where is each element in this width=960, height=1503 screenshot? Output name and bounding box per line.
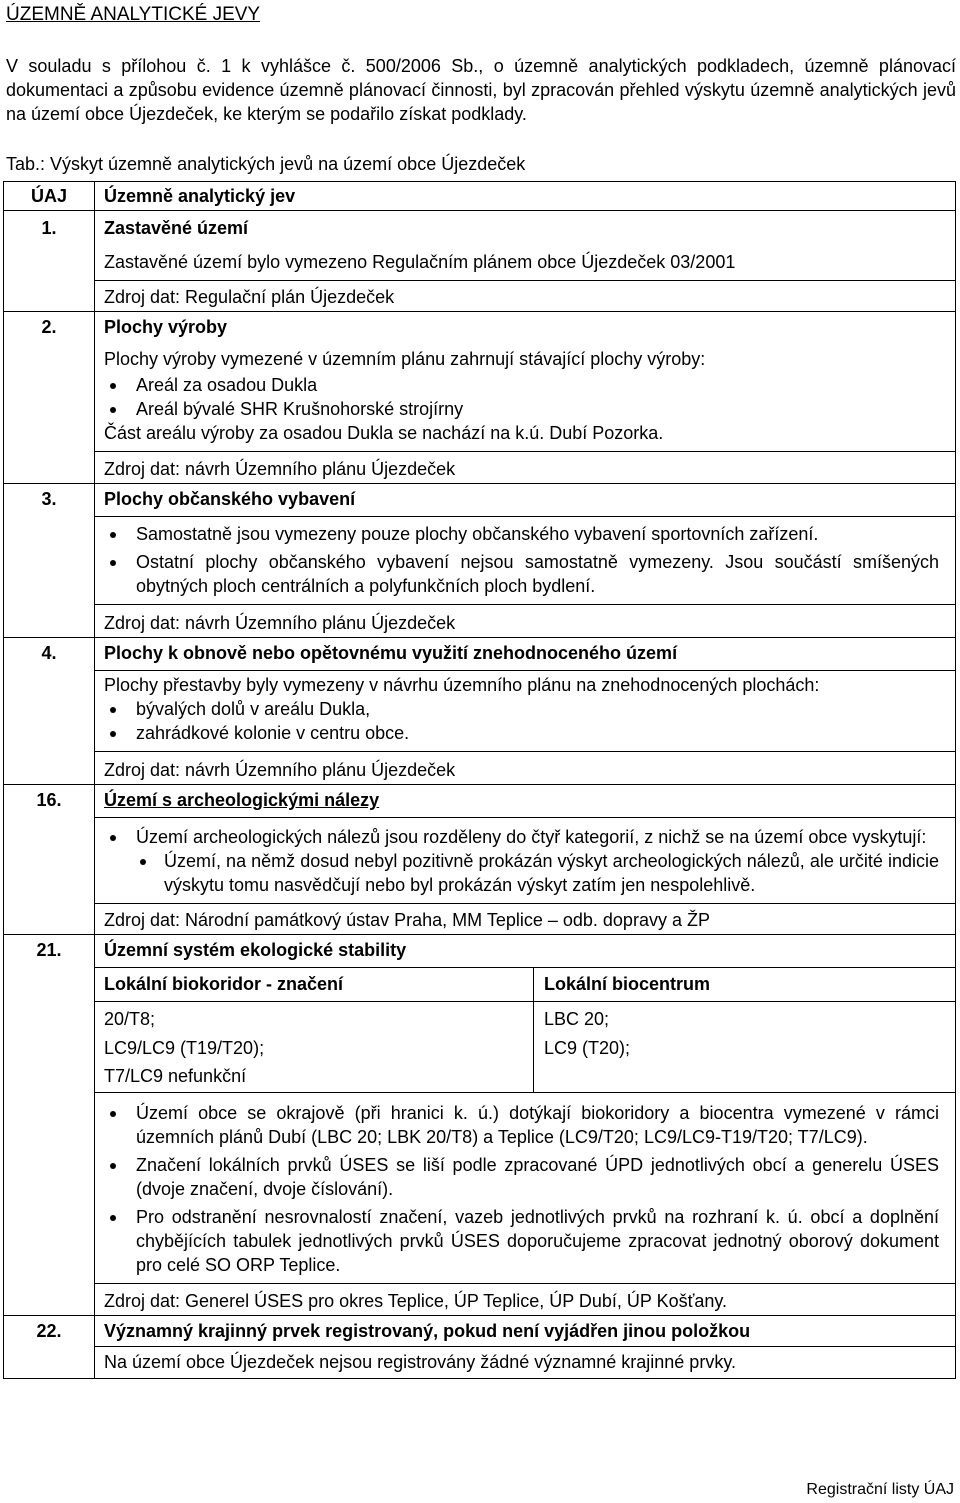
table-row [4, 638, 956, 785]
row-text: Na území obce Újezdeček nejsou registrovány žádné významné krajinné prvky. [104, 1352, 736, 1372]
data-source: Zdroj dat: návrh Územního plánu Újezdeček [95, 451, 955, 483]
biokoridor-item: LC9/LC9 (T19/T20); [104, 1038, 265, 1058]
list-item: Areál za osadou Dukla [104, 373, 939, 397]
list-item: Areál bývalé SHR Krušnohorské strojírny [104, 397, 939, 421]
bullet-list [104, 697, 939, 745]
row-content [95, 638, 956, 785]
row-number: 21. [4, 935, 95, 1316]
data-source: Zdroj dat: návrh Územního plánu Újezdeček [95, 751, 955, 784]
row-content [95, 312, 956, 484]
list-item: zahrádkové kolonie v centru obce. [104, 721, 939, 745]
row-content [95, 484, 956, 638]
biokoridor-header: Lokální biokoridor - značení [95, 968, 533, 1002]
bullet-list [104, 825, 939, 849]
biocentrum-item: LC9 (T20); [544, 1038, 631, 1058]
header-col-uaj: ÚAJ [4, 182, 95, 211]
data-source: Zdroj dat: návrh Územního plánu Újezdeček [95, 604, 955, 637]
table-header-row [4, 182, 956, 211]
table-caption: Tab.: Výskyt územně analytických jevů na území obce Újezdeček [6, 154, 526, 174]
row-title: Plochy výroby [104, 317, 228, 337]
row-title: Plochy občanského vybavení [95, 487, 955, 517]
row-text: Část areálu výroby za osadou Dukla se nachází na k.ú. Dubí Pozorka. [104, 423, 664, 443]
bullet-list [104, 373, 939, 421]
row-number: 3. [4, 484, 95, 638]
row-text: Plochy přestavby byly vymezeny v návrhu územního plánu na znehodnocených plochách: [104, 675, 820, 695]
row-content [95, 785, 956, 935]
row-title: Zastavěné území [104, 218, 249, 238]
row-content [95, 211, 956, 312]
table-row [4, 484, 956, 638]
intro-paragraph: V souladu s přílohou č. 1 k vyhlášce č. 500/2006 Sb., o územně analytických podkladech, územně plánovací dokumentaci a způsobu evidence územně plánovací činnosti, byl zpracován přehled výskytu územně analytických jevů na území obce Újezdeček, ke kterým se podařilo získat podklady. [6, 56, 956, 124]
biokoridor-column [95, 968, 534, 1092]
page-heading: ÚZEMNĚ ANALYTICKÉ JEVY [6, 4, 261, 25]
row-number: 1. [4, 211, 95, 312]
list-item: Území archeologických nálezů jsou rozděleny do čtyř kategorií, z nichž se na území obce vyskytují: [104, 825, 939, 849]
list-item: Ostatní plochy občanského vybavení nejsou samostatně vymezeny. Jsou součástí smíšených obytných ploch centrálních a polyfunkčních ploch bydlení. [104, 550, 939, 598]
biokoridor-item: T7/LC9 nefunkční [104, 1066, 247, 1086]
biocentrum-column [534, 968, 955, 1092]
header-col-jev: Územně analytický jev [95, 182, 956, 211]
page-footer: Registrační listy ÚAJ [806, 1481, 954, 1498]
list-item: Území obce se okrajově (při hranici k. ú.) dotýkají biokoridory a biocentra vymezené v rámci územních plánů Dubí (LBC 20; LBK 20/T8) a Teplice (LC9/T20; LC9/LC9-T19/T20; T7/LC9). [104, 1101, 939, 1149]
row-number: 4. [4, 638, 95, 785]
list-item: Území, na němž dosud nebyl pozitivně prokázán výskyt archeologických nálezů, ale určité indicie výskytu tomu nasvědčují nebo byl prokázán výskyt zatím jen nespolehlivě. [134, 849, 939, 897]
biokoridor-item: 20/T8; [104, 1009, 156, 1029]
row-title: Území s archeologickými nálezy [95, 788, 955, 818]
data-source: Zdroj dat: Národní památkový ústav Praha, MM Teplice – odb. dopravy a ŽP [95, 903, 955, 934]
table-row [4, 935, 956, 1316]
row-title: Významný krajinný prvek registrovaný, pokud není vyjádřen jinou položkou [95, 1319, 955, 1347]
row-title: Plochy k obnově nebo opětovnému využití znehodnoceného území [95, 641, 955, 671]
row-number: 22. [4, 1316, 95, 1379]
row-number: 2. [4, 312, 95, 484]
uaj-table [3, 181, 956, 1379]
data-source: Zdroj dat: Generel ÚSES pro okres Teplice, ÚP Teplice, ÚP Dubí, ÚP Košťany. [95, 1283, 955, 1315]
table-row [4, 785, 956, 935]
nested-bullet-list [134, 849, 939, 897]
bullet-list [104, 1101, 939, 1277]
row-content [95, 1316, 956, 1379]
list-item: Značení lokálních prvků ÚSES se liší podle zpracované ÚPD jednotlivých obcí a generelu ÚSES (dvoje značení, dvoje číslování). [104, 1153, 939, 1201]
table-row [4, 1316, 956, 1379]
biocentrum-header: Lokální biocentrum [534, 968, 955, 1002]
list-item: bývalých dolů v areálu Dukla, [104, 697, 939, 721]
row-text: Zastavěné území bylo vymezeno Regulačním plánem obce Újezdeček 03/2001 [104, 252, 736, 272]
bullet-list [104, 522, 939, 598]
row-content [95, 935, 956, 1316]
biocentrum-item: LBC 20; [544, 1009, 610, 1029]
table-row [4, 312, 956, 484]
data-source: Zdroj dat: Regulační plán Újezdeček [95, 280, 955, 311]
row-title: Územní systém ekologické stability [95, 938, 955, 968]
list-item: Samostatně jsou vymezeny pouze plochy občanského vybavení sportovních zařízení. [104, 522, 939, 546]
table-row [4, 211, 956, 312]
row-number: 16. [4, 785, 95, 935]
row-text: Plochy výroby vymezené v územním plánu zahrnují stávající plochy výroby: [104, 349, 706, 369]
usees-subtable [95, 968, 955, 1093]
list-item: Pro odstranění nesrovnalostí značení, vazeb jednotlivých prvků na rozhraní k. ú. obcí a doplnění chybějících tabulek jednotlivých prvků ÚSES doporučujeme zpracovat jednotný oborový dokument pro celé SO ORP Teplice. [104, 1205, 939, 1277]
